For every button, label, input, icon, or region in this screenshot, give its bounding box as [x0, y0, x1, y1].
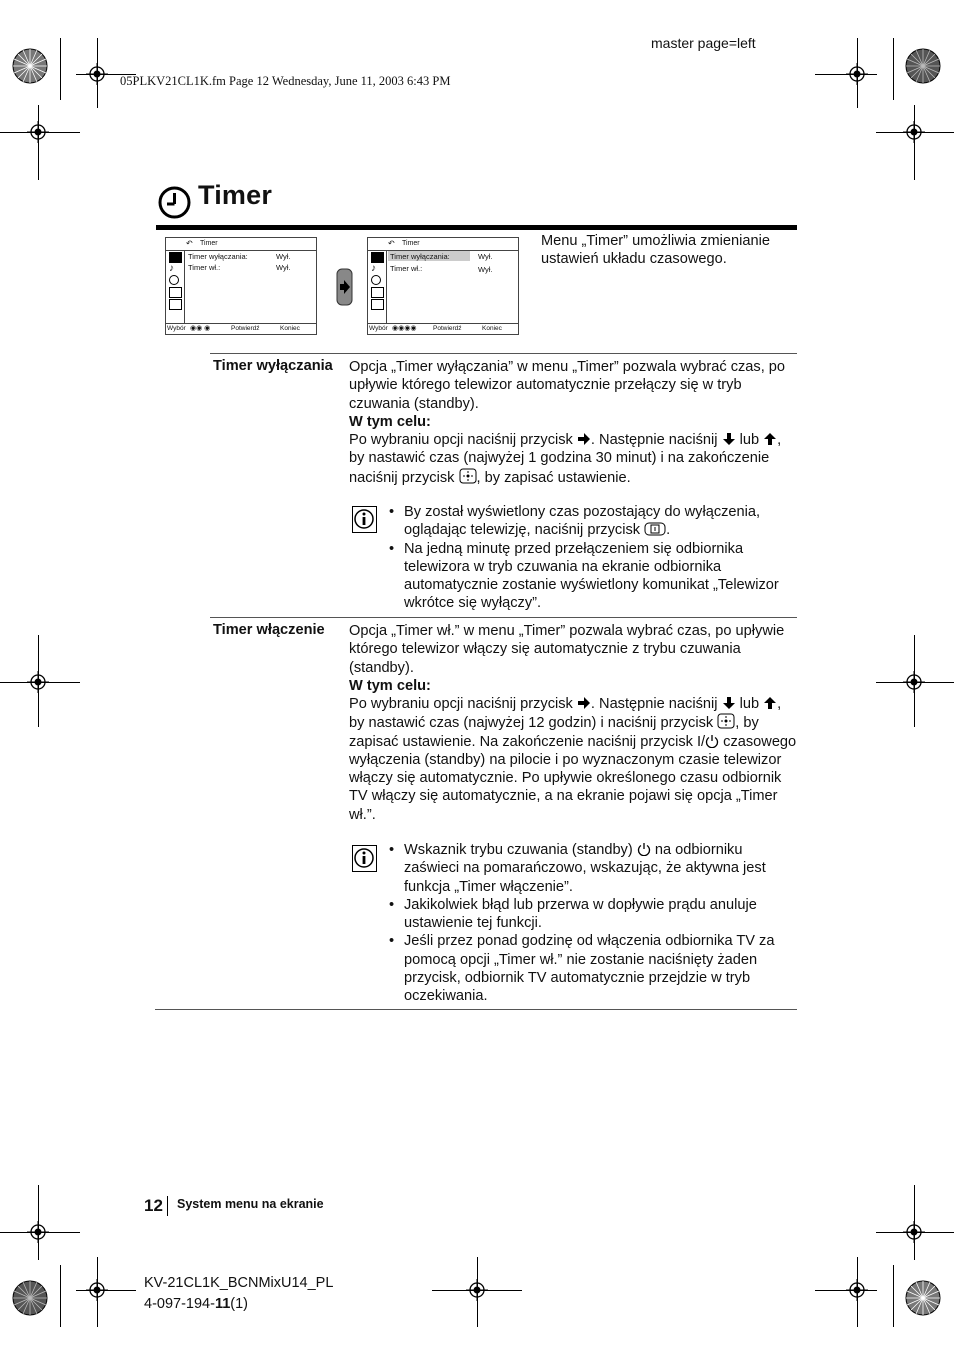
timer-icon	[169, 275, 179, 285]
menu-footer	[166, 323, 316, 334]
section-label: Timer włączenie	[213, 622, 325, 638]
print-starburst-icon	[12, 48, 48, 84]
menu-row-value: Wył.	[478, 252, 493, 261]
power-icon	[705, 734, 719, 748]
menu-screen-right	[367, 237, 519, 335]
intro-text: Menu „Timer” umożliwia zmienianie ustawień układu czasowego.	[541, 233, 770, 268]
how-to-title: W tym celu:	[349, 414, 431, 430]
master-page-label: master page=left	[651, 35, 756, 51]
registration-target-icon	[86, 1279, 108, 1301]
how-to-title: W tym celu:	[349, 678, 431, 694]
model-code: KV-21CL1K_BCNMixU14_PL	[144, 1275, 334, 1291]
ok-button-icon	[459, 468, 477, 484]
footer-divider	[167, 1196, 168, 1216]
registration-target-icon	[86, 63, 108, 85]
footer-confirm: Potwierdź	[433, 325, 462, 332]
menu-sidebar	[368, 250, 387, 324]
how-to-text: Po wybraniu opcji naciśnij przycisk . Następnie naciśnij lub , by nastawić czas (najwyżej 1 godzina 30 minut) i na zakończenie naciśnij przycisk , by zapisać ustawienie.	[349, 432, 782, 486]
footer-confirm: Potwierdź	[231, 325, 260, 332]
section-rule	[210, 617, 797, 618]
print-starburst-icon	[12, 1280, 48, 1316]
menu-title: Timer	[200, 240, 218, 247]
menu-sidebar	[166, 250, 185, 324]
menu-row-label: Timer wyłączania:	[188, 252, 248, 261]
registration-target-icon	[466, 1279, 488, 1301]
footer-select: Wybór	[167, 325, 186, 332]
power-icon	[637, 842, 651, 856]
footer-exit: Koniec	[280, 325, 300, 332]
arrow-up-icon	[763, 432, 777, 446]
print-starburst-icon	[905, 48, 941, 84]
nav-buttons-icon: ◉◉ ◉	[190, 325, 211, 332]
note-item: • Jakikolwiek błąd lub przerwa w dopływie prądu anuluje ustawienie tej funkcji.	[389, 896, 794, 933]
note-item: • Na jedną minutę przed przełączeniem się odbiornika telewizora w tryb czuwania na ekranie odbiornika automatycznie zostanie wyświetlony komunikat „Telewizor wkrótce się wyłączy”.	[389, 540, 794, 613]
sound-icon: ♪	[371, 263, 376, 274]
note-item: • Wskaznik trybu czuwania (standby) na odbiorniku zaświeci na pomarańczowo, wskazując, że aktywna jest funkcja „Timer włączenie”.	[389, 841, 794, 896]
section-rule	[210, 353, 797, 354]
note-item: • By został wyświetlony czas pozostający do wyłączenia, oglądając telewizję, naciśnij przycisk .	[389, 503, 794, 540]
picture-icon	[169, 252, 182, 263]
menu-row-label: Timer wł.:	[188, 263, 221, 272]
setup-icon	[371, 299, 384, 310]
menu-screen-left	[165, 237, 317, 335]
footer-section: System menu na ekranie	[177, 1197, 324, 1211]
registration-target-icon	[903, 1221, 925, 1243]
info-icon	[352, 506, 377, 533]
picture-icon	[371, 252, 384, 263]
setup-icon	[169, 299, 182, 310]
menu-header: ↶ Timer	[368, 238, 518, 251]
menu-row-value: Wył.	[276, 263, 291, 272]
section-description: Opcja „Timer wł.” w menu „Timer” pozwala wybrać czas, po upływie którego telewizor włączy się automatycznie z trybu czuwania (standby).	[349, 623, 785, 676]
preset-icon	[371, 287, 384, 298]
title-rule	[156, 225, 797, 230]
page-number: 12	[144, 1196, 163, 1215]
registration-target-icon	[903, 121, 925, 143]
footer-select: Wybór	[369, 325, 388, 332]
page-title: Timer	[198, 180, 273, 210]
section-label: Timer wyłączania	[213, 358, 333, 374]
footer-exit: Koniec	[482, 325, 502, 332]
ok-button-icon	[717, 713, 735, 729]
sound-icon: ♪	[169, 263, 174, 274]
part-number: 4-097-194-11(1)	[144, 1296, 249, 1312]
registration-target-icon	[27, 1221, 49, 1243]
file-info: 05PLKV21CL1K.fm Page 12 Wednesday, June 11, 2003 6:43 PM	[120, 74, 451, 88]
arrow-up-icon	[763, 696, 777, 710]
menu-row-label: Timer wyłączania:	[390, 252, 450, 261]
menu-row-value: Wył.	[276, 252, 291, 261]
section-end-rule	[155, 1009, 797, 1010]
menu-title: Timer	[402, 240, 420, 247]
arrow-right-icon	[577, 432, 591, 446]
note-item: • Jeśli przez ponad godzinę od włączenia odbiornika TV za pomocą opcji „Timer wł.” nie zostanie naciśnięty żaden przycisk, odbiornik TV automatycznie przejdzie w tryb oczekiwania.	[389, 932, 794, 1005]
menu-row-value: Wył.	[478, 265, 493, 274]
arrow-right-icon	[577, 696, 591, 710]
registration-target-icon	[846, 1279, 868, 1301]
registration-target-icon	[27, 121, 49, 143]
notes-list	[389, 503, 794, 613]
arrow-down-icon	[722, 696, 736, 710]
registration-target-icon	[27, 671, 49, 693]
arrow-down-icon	[722, 432, 736, 446]
registration-target-icon	[903, 671, 925, 693]
how-to-text: Po wybraniu opcji naciśnij przycisk . Następnie naciśnij lub , by nastawić czas (najwyżej 12 godzin) i naciśnij przycisk , by zapisać ustawienie. Na zakończenie naciśnij przycisk I/ czasowego wyłączenia (standby) na pilocie i po wyznaczonym czasie telewizor włączy się automatycznie. Po upływie określonego czasu odbiornik TV włączy się automatycznie, a na ekranie pojawi się opcja „Timer wł.”.	[349, 696, 797, 823]
section-description: Opcja „Timer wyłączania” w menu „Timer” pozwala wybrać czas, po upływie którego telewizor automatycznie przełączy się w tryb czuwania (standby).	[349, 359, 786, 412]
clock-icon	[158, 186, 191, 219]
menu-footer	[368, 323, 518, 334]
registration-target-icon	[846, 63, 868, 85]
notes-list	[389, 841, 794, 1006]
menu-row-label: Timer wł.:	[390, 264, 423, 273]
preset-icon	[169, 287, 182, 298]
info-icon	[352, 845, 377, 872]
menu-header: ↶ Timer	[166, 238, 316, 251]
display-info-button-icon	[644, 522, 666, 536]
print-starburst-icon	[905, 1280, 941, 1316]
nav-buttons-icon: ◉◉◉◉	[392, 325, 417, 332]
timer-icon	[371, 275, 381, 285]
arrow-right-icon	[336, 268, 353, 306]
